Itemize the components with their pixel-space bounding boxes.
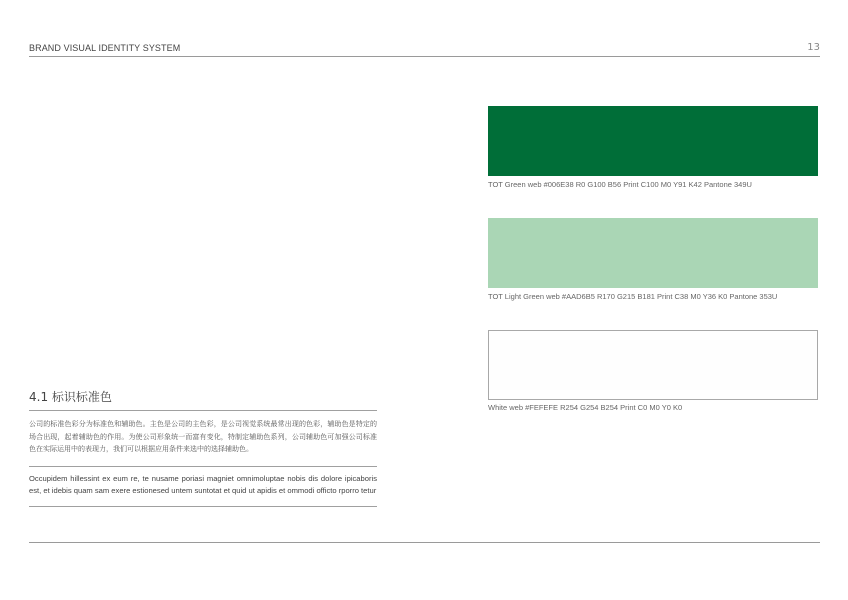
standard-color-section (29, 388, 377, 507)
page-number: 13 (807, 42, 820, 53)
footer-divider (29, 542, 820, 543)
light-green-swatch-label: TOT Light Green web #AAD6B5 R170 G215 B181 Print C38 M0 Y36 K0 Pantone 353U (488, 292, 778, 301)
section-body-english: Occupidem hillessint ex eum re, te nusame poriasi magniet omnimoluptae nobis dis dolore ipicaboris est, et idebis quam sam exere estionesed untem suntotat et quid ut apidis et ommodi officto rporro tetur (29, 473, 377, 495)
document-header-title: BRAND VISUAL IDENTITY SYSTEM (29, 43, 181, 53)
header-divider (29, 56, 820, 57)
section-body-chinese: 公司的标准色彩分为标准色和辅助色。主色是公司的主色彩，是公司视觉系统最常出现的色彩，辅助色是特定的场合出现，起着辅助色的作用。为使公司形象统一而富有变化，特制定辅助色系列，公司辅助色可加强公司标准色在实际运用中的表现力，我们可以根据应用条件来选中的选择辅助色。 (29, 420, 377, 453)
section-title: 4.1 标识标准色 (29, 390, 112, 404)
green-color-swatch (488, 106, 818, 176)
white-swatch-label: White web #FEFEFE R254 G254 B254 Print C0 M0 Y0 K0 (488, 403, 683, 412)
green-swatch-label: TOT Green web #006E38 R0 G100 B56 Print C100 M0 Y91 K42 Pantone 349U (488, 180, 752, 189)
white-color-swatch (488, 330, 818, 400)
light-green-color-swatch (488, 218, 818, 288)
section-divider-bottom (29, 506, 377, 507)
